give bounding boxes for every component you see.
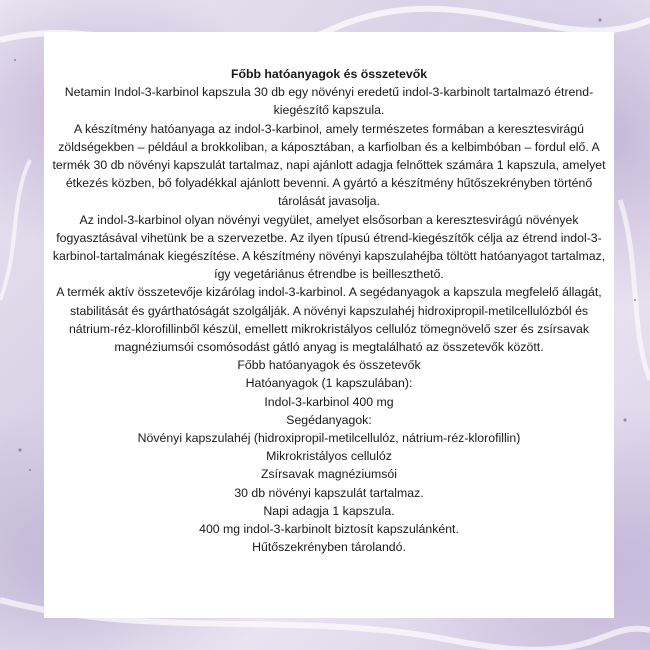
list-item: Indol-3-karbinol 400 mg — [264, 394, 394, 409]
list-item: Segédanyagok: — [286, 412, 372, 427]
document-title: Főbb hatóanyagok és összetevők — [230, 67, 428, 81]
list-item: Főbb hatóanyagok és összetevők — [237, 358, 421, 373]
content-card — [44, 32, 614, 618]
list-item: 400 mg indol-3-karbinolt biztosít kapszulánként. — [199, 522, 459, 537]
paragraph-active-ingredient: A készítmény hatóanyaga az indol-3-karbinol, amely természetes formában a keresztesvirágú zöldségekben – például a brokkoliban, a káposztában, a karfiolban és a kelbimbóban – fordul elő. A termék 30 db növényi kapszulát tartalmaz, napi ajánlott adagja felnőttek számára 1 kapszula, amelyet étkezés közben, bő folyadékkal ajánlott bevenni. A gyártó a készítmény hűtőszekrényben történő tárolását javasolja. — [52, 121, 606, 209]
list-item: Hatóanyagok (1 kapszulában): — [245, 376, 413, 391]
list-item: Mikrokristályos cellulóz — [266, 449, 392, 464]
paragraph-intro: Netamin Indol-3-karbinol kapszula 30 db egy növényi eredetű indol-3-karbinolt tartalmazó étrend-kiegészítő kapszula. — [64, 85, 594, 118]
list-item: Zsírsavak magnéziumsói — [261, 467, 397, 482]
list-item: Növényi kapszulahéj (hidroxipropil-metilcellulóz, nátrium-réz-klorofillin) — [137, 431, 521, 446]
list-item: 30 db növényi kapszulát tartalmaz. — [234, 485, 424, 500]
list-item: Napi adagja 1 kapszula. — [263, 503, 395, 518]
list-item: Hűtőszekrényben tárolandó. — [252, 540, 406, 555]
paragraph-excipients: A termék aktív összetevője kizárólag indol-3-karbinol. A segédanyagok a kapszula megfelelő állagát, stabilitását és gyárthatóságát szolgálják. A növényi kapszulahéj hidroxipropil-metilcellulózból és nátrium-réz-klorofillinből készül, emellett mikrokristályos cellulóz tömegnövelő szer és zsírsavak magnéziumsói csomósodást gátló anyag is megtalálható az összetevők között. — [56, 285, 602, 355]
paragraph-compound-info: Az indol-3-karbinol olyan növényi vegyület, amelyet elsősorban a keresztesvirágú növények fogyasztásával vihetünk be a szervezetbe. Az ilyen típusú étrend-kiegészítők célja az étrend indol-3-karbinol-tartalmának kiegészítése. A készítmény növényi kapszulahéjba töltött hatóanyagot tartalmaz, így vegetáriánus étrendbe is beilleszthető. — [52, 212, 606, 282]
